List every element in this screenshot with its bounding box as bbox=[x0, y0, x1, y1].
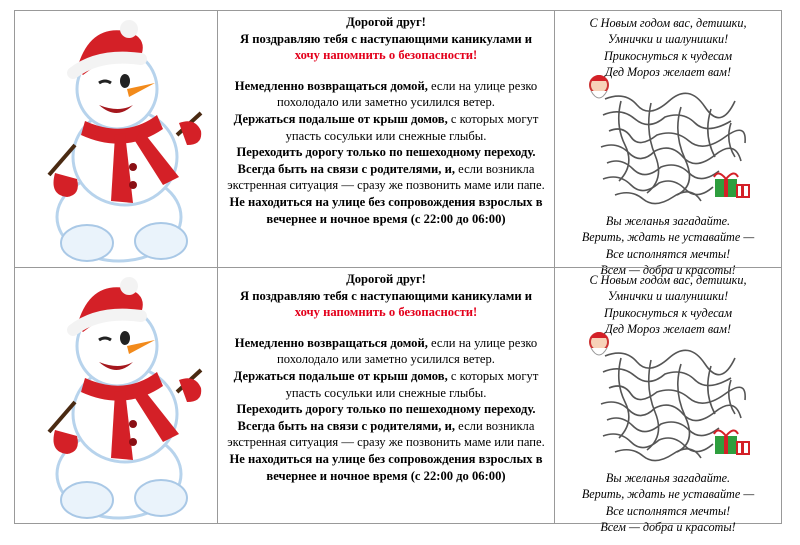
poem-line: Дед Мороз желает вам! bbox=[604, 321, 732, 336]
intro-line: Я поздравляю тебя с наступающими каникулами и bbox=[239, 31, 533, 46]
snowman-cell bbox=[15, 11, 218, 267]
snowman-cell bbox=[15, 268, 218, 524]
poem-line: Всем — добра и красоты! bbox=[600, 519, 736, 534]
rule-3: Переходить дорогу только по пешеходному переходу. bbox=[236, 402, 536, 417]
greeting-title: Дорогой друг! bbox=[346, 272, 426, 286]
rule-5: Не находиться на улице без сопровождения взрослых в вечернее и ночное время (с 22:00 до 06:00) bbox=[229, 451, 543, 483]
rule-4: Всегда быть на связи с родителями, и, если возникла экстренная ситуация — сразу же позвонить маме или папе. bbox=[227, 161, 545, 193]
safety-text-cell bbox=[218, 11, 555, 267]
poem-line: Дед Мороз желает вам! bbox=[604, 64, 732, 79]
rule-3: Переходить дорогу только по пешеходному переходу. bbox=[236, 145, 536, 160]
santa-head-icon bbox=[590, 75, 608, 98]
greeting-title: Дорогой друг! bbox=[346, 15, 426, 29]
poem-line: Все исполнятся мечты! bbox=[605, 246, 731, 261]
gift-box-icon bbox=[714, 430, 749, 454]
rule-2: Держаться подальше от крыш домов, с которых могут упасть сосульки или снежные глыбы. bbox=[233, 368, 539, 400]
snowman-illustration bbox=[29, 274, 209, 520]
rule-1: Немедленно возвращаться домой, если на улице резко похолодало или заметно усилился ветер. bbox=[234, 78, 538, 110]
poem-line: С Новым годом вас, детишки, bbox=[589, 273, 747, 287]
intro-highlight: хочу напомнить о безопасности! bbox=[294, 48, 478, 63]
poem-line: Верить, ждать не уставайте — bbox=[581, 487, 755, 502]
poem-line: Все исполнятся мечты! bbox=[605, 503, 731, 518]
card-row-1 bbox=[15, 11, 781, 277]
gift-box-icon bbox=[714, 173, 749, 197]
rule-1: Немедленно возвращаться домой, если на улице резко похолодало или заметно усилился ветер. bbox=[234, 335, 538, 367]
rule-2: Держаться подальше от крыш домов, с которых могут упасть сосульки или снежные глыбы. bbox=[233, 111, 539, 143]
poem-cell bbox=[555, 11, 781, 277]
card-row-2 bbox=[15, 267, 781, 534]
maze-illustration bbox=[585, 328, 753, 466]
poem-line: Вы желанья загадайте. bbox=[605, 214, 731, 228]
rule-5: Не находиться на улице без сопровождения взрослых в вечернее и ночное время (с 22:00 до 06:00) bbox=[229, 194, 543, 226]
poem-bottom bbox=[555, 470, 781, 535]
rule-4: Всегда быть на связи с родителями, и, если возникла экстренная ситуация — сразу же позвонить маме или папе. bbox=[227, 418, 545, 450]
poem-line: Умнички и шалунишки! bbox=[607, 289, 729, 304]
card-sheet bbox=[14, 10, 782, 534]
safety-text-cell bbox=[218, 268, 555, 524]
santa-head-icon bbox=[590, 332, 608, 355]
poem-line: Прикоснуться к чудесам bbox=[603, 305, 733, 320]
snowman-illustration bbox=[29, 17, 209, 263]
poem-line: Вы желанья загадайте. bbox=[605, 471, 731, 485]
poem-line: С Новым годом вас, детишки, bbox=[589, 16, 747, 30]
poem-line: Верить, ждать не уставайте — bbox=[581, 230, 755, 245]
intro-line: Я поздравляю тебя с наступающими каникулами и bbox=[239, 288, 533, 303]
poem-line: Умнички и шалунишки! bbox=[607, 32, 729, 47]
poem-line: Всем — добра и красоты! bbox=[600, 262, 736, 277]
intro-highlight: хочу напомнить о безопасности! bbox=[294, 305, 478, 320]
maze-illustration bbox=[585, 71, 753, 209]
poem-cell bbox=[555, 268, 781, 534]
poem-line: Прикоснуться к чудесам bbox=[603, 48, 733, 63]
